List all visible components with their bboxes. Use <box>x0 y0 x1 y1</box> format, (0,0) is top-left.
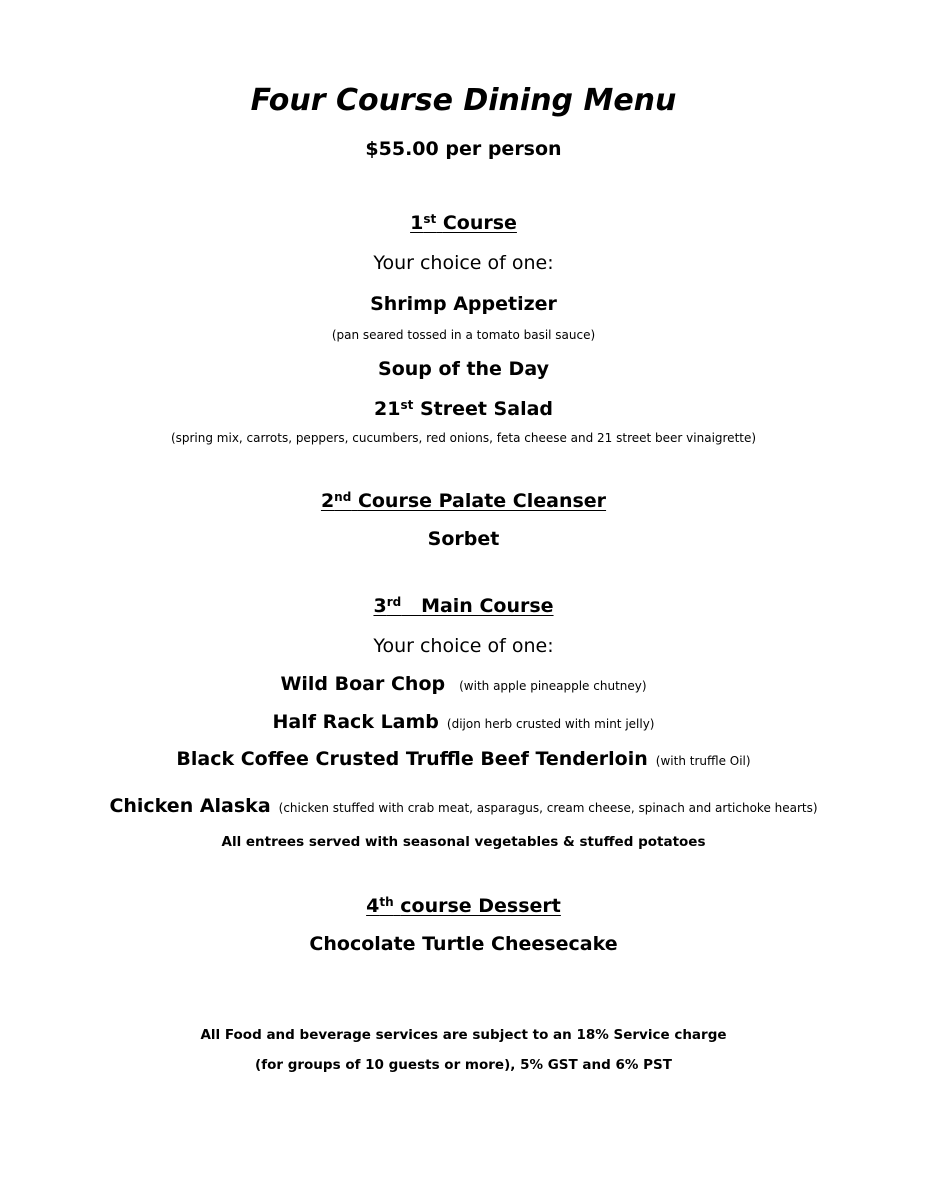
course-4-label: course Dessert <box>400 895 561 917</box>
beef-tenderloin <box>0 750 927 769</box>
course-1-suffix: st <box>423 212 437 226</box>
half-rack-lamb <box>0 713 927 732</box>
course-4-suffix: th <box>379 895 394 909</box>
course-2-label: Course Palate Cleanser <box>357 490 607 512</box>
course-3-choice: Your choice of one: <box>373 635 554 657</box>
chicken-alaska <box>0 797 927 816</box>
course-4-number: 4 <box>366 895 380 917</box>
course-1-heading <box>0 214 927 233</box>
course-1-choice: Your choice of one: <box>373 252 554 274</box>
shrimp-appetizer-desc: (pan seared tossed in a tomato basil sauce) <box>331 328 596 342</box>
wild-boar-chop-desc: (with apple pineapple chutney) <box>459 679 647 693</box>
chicken-alaska-desc: (chicken stuffed with crab meat, asparagus, cream cheese, spinach and artichoke hearts) <box>278 801 818 815</box>
course-3-suffix: rd <box>386 595 402 609</box>
course-4-heading <box>0 897 927 916</box>
course-2-heading <box>0 492 927 511</box>
tax-note: (for groups of 10 guests or more), 5% GST and 6% PST <box>255 1057 672 1073</box>
course-3-number: 3 <box>373 595 387 617</box>
entrees-note: All entrees served with seasonal vegetables & stuffed potatoes <box>221 834 706 850</box>
menu-title: Four Course Dining Menu <box>250 83 677 118</box>
chicken-alaska-name: Chicken Alaska <box>109 795 271 817</box>
course-2-number: 2 <box>320 490 335 512</box>
beef-tenderloin-name: Black Coffee Crusted Truffle Beef Tenderloin <box>176 748 648 770</box>
street-salad-number: 21 <box>373 398 401 420</box>
course-1-label: Course <box>442 212 517 234</box>
price-per-person: $55.00 per person <box>365 138 562 160</box>
half-rack-lamb-name: Half Rack Lamb <box>272 711 439 733</box>
street-salad <box>0 400 927 419</box>
street-salad-desc: (spring mix, carrots, peppers, cucumbers, red onions, feta cheese and 21 street beer vinaigrette) <box>170 431 757 445</box>
course-3-heading <box>0 597 927 616</box>
street-salad-name: Street Salad <box>419 398 553 420</box>
soup-of-the-day: Soup of the Day <box>378 358 549 380</box>
course-2-suffix: nd <box>334 490 352 504</box>
shrimp-appetizer: Shrimp Appetizer <box>370 293 557 315</box>
half-rack-lamb-desc: (dijon herb crusted with mint jelly) <box>446 717 655 731</box>
sorbet: Sorbet <box>427 528 500 550</box>
course-3-label: Main Course <box>421 595 554 617</box>
beef-tenderloin-desc: (with truffle Oil) <box>655 754 751 768</box>
street-salad-suffix: st <box>400 398 414 412</box>
chocolate-turtle-cheesecake: Chocolate Turtle Cheesecake <box>309 933 618 955</box>
wild-boar-chop-name: Wild Boar Chop <box>280 673 446 695</box>
course-1-number: 1 <box>410 212 424 234</box>
service-charge-note: All Food and beverage services are subject to an 18% Service charge <box>200 1027 727 1043</box>
wild-boar-chop <box>0 675 927 694</box>
